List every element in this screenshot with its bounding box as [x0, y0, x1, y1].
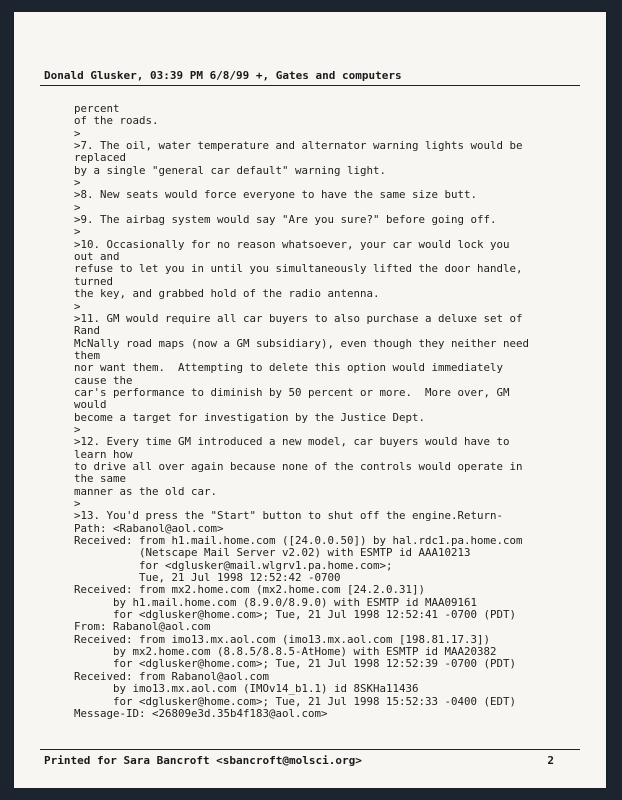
body-line: >9. The airbag system would say "Are you sure?" before going off.	[74, 213, 497, 227]
body-line: the same	[74, 472, 127, 486]
body-line: Path: <Rabanol@aol.com>	[74, 521, 224, 535]
body-line: >	[74, 225, 81, 239]
body-line: Message-ID: <26809e3d.35b4f183@aol.com>	[74, 706, 328, 720]
body-line: car's performance to diminish by 50 percent or more. More over, GM	[74, 385, 510, 399]
body-line: out and	[74, 250, 120, 264]
document-page	[14, 12, 606, 788]
body-line: by imo13.mx.aol.com (IMOv14_b1.1) id 8SKHa11436	[74, 682, 419, 696]
body-line: Rand	[74, 324, 101, 338]
body-line: From: Rabanol@aol.com	[74, 620, 211, 634]
body-line: by h1.mail.home.com (8.9.0/8.9.0) with ESMTP id MAA09161	[74, 595, 478, 609]
body-line: of the roads.	[74, 114, 159, 128]
body-line: >10. Occasionally for no reason whatsoever, your car would lock you	[74, 237, 510, 251]
body-line: become a target for investigation by the Justice Dept.	[74, 410, 426, 424]
email-body	[74, 103, 529, 720]
body-line: by mx2.home.com (8.8.5/8.8.5-AtHome) with ESMTP id MAA20382	[74, 645, 497, 659]
body-line: >	[74, 422, 81, 436]
body-line: for <dglusker@home.com>; Tue, 21 Jul 1998 15:52:33 -0400 (EDT)	[74, 694, 517, 708]
body-line: >	[74, 176, 81, 190]
body-line: replaced	[74, 151, 127, 165]
body-line: manner as the old car.	[74, 484, 218, 498]
body-line: Received: from h1.mail.home.com ([24.0.0.50]) by hal.rdc1.pa.home.com	[74, 534, 523, 548]
body-line: cause the	[74, 373, 133, 387]
body-line: percent	[74, 102, 120, 115]
body-line: turned	[74, 274, 114, 288]
body-line: refuse to let you in until you simultaneously lifted the door handle,	[74, 262, 523, 276]
body-line: by a single "general car default" warning light.	[74, 163, 387, 177]
body-line: them	[74, 348, 101, 362]
body-line: for <dglusker@home.com>; Tue, 21 Jul 1998 12:52:39 -0700 (PDT)	[74, 657, 517, 671]
printed-for-line: Printed for Sara Bancroft <sbancroft@molsci.org>	[44, 754, 362, 767]
body-line: for <dglusker@mail.wlgrv1.pa.home.com>;	[74, 558, 393, 572]
body-line: >7. The oil, water temperature and alternator warning lights would be	[74, 139, 523, 153]
body-line: >11. GM would require all car buyers to also purchase a deluxe set of	[74, 311, 523, 325]
page-number: 2	[547, 754, 554, 767]
body-line: Received: from Rabanol@aol.com	[74, 669, 270, 683]
body-line: McNally road maps (now a GM subsidiary), even though they neither need	[74, 336, 530, 350]
body-line: >12. Every time GM introduced a new model, car buyers would have to	[74, 435, 510, 449]
body-line: would	[74, 398, 107, 412]
body-line: Received: from mx2.home.com (mx2.home.com [24.2.0.31])	[74, 583, 426, 597]
body-line: >8. New seats would force everyone to have the same size butt.	[74, 188, 478, 202]
body-line: nor want them. Attempting to delete this option would immediately	[74, 361, 504, 375]
body-line: >	[74, 299, 81, 313]
body-line: for <dglusker@home.com>; Tue, 21 Jul 1998 12:52:41 -0700 (PDT)	[74, 608, 517, 622]
body-line: >13. You'd press the "Start" button to shut off the engine.Return-	[74, 509, 504, 523]
body-line: (Netscape Mail Server v2.02) with ESMTP id AAA10213	[74, 546, 471, 560]
body-line: Tue, 21 Jul 1998 12:52:42 -0700	[74, 571, 341, 585]
header-rule	[40, 85, 580, 86]
body-line: learn how	[74, 447, 133, 461]
body-line: the key, and grabbed hold of the radio antenna.	[74, 287, 380, 301]
footer-rule	[40, 749, 580, 750]
body-line: >	[74, 497, 81, 510]
body-line: to drive all over again because none of the controls would operate in	[74, 459, 523, 473]
document-header: Donald Glusker, 03:39 PM 6/8/99 +, Gates and computers	[44, 69, 402, 82]
body-line: >	[74, 200, 81, 214]
body-line: Received: from imo13.mx.aol.com (imo13.mx.aol.com [198.81.17.3])	[74, 632, 491, 646]
body-line: >	[74, 126, 81, 140]
